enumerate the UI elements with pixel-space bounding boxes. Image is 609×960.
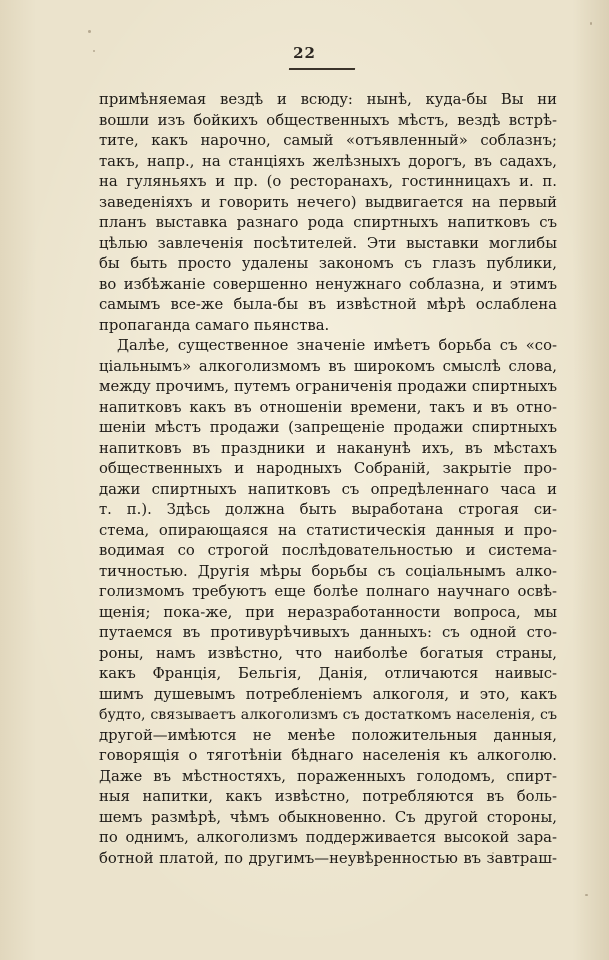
text-line: другой—имѣются не менѣе положительныя данныя, xyxy=(99,726,557,744)
text-line: водимая со строгой послѣдовательностью и система- xyxy=(99,542,557,559)
text-line: такъ, напр., на станціяхъ желѣзныхъ дорогъ, въ садахъ, xyxy=(99,152,557,170)
text-line: самымъ все-же была-бы въ извѣстной мѣрѣ ослаблена xyxy=(99,296,557,313)
text-line: примѣняемая вездѣ и всюду: нынѣ, куда-бы Вы ни xyxy=(99,91,557,108)
text-line: цѣлью завлеченія посѣтителей. Эти выставки моглибы xyxy=(99,234,557,252)
text-line: говорящія о тяготѣніи бѣднаго населенія къ алкоголю. xyxy=(99,747,557,764)
text-line: ныя напитки, какъ извѣстно, потребляются въ боль- xyxy=(99,788,557,805)
page-body-text xyxy=(99,90,557,869)
text-line: между прочимъ, путемъ ограниченія продажи спиртныхъ xyxy=(99,378,557,395)
text-line: Даже въ мѣстностяхъ, пораженныхъ голодомъ, спирт- xyxy=(99,767,557,785)
text-line: ботной платой, по другимъ—неувѣренностью въ завтраш- xyxy=(99,849,557,867)
text-line: роны, намъ извѣстно, что наиболѣе богатыя страны, xyxy=(99,644,557,662)
text-line: стема, опирающаяся на статистическія данныя и про- xyxy=(99,521,557,539)
paper-speck xyxy=(88,30,91,33)
text-line: ціальнымъ» алкоголизмомъ въ широкомъ смыслѣ слова, xyxy=(99,357,557,375)
text-line: тите, какъ нарочно, самый «отъявленный» соблазнъ; xyxy=(99,132,557,149)
paper-speck xyxy=(590,22,592,25)
page-number: 22 xyxy=(293,44,316,62)
text-line: вошли изъ бойкихъ общественныхъ мѣстъ, вездѣ встрѣ- xyxy=(99,111,557,129)
text-line: тичностью. Другія мѣры борьбы съ соціальнымъ алко- xyxy=(99,562,557,580)
text-line: во избѣжаніе совершенно ненужнаго соблазна, и этимъ xyxy=(99,275,557,293)
text-line: т. п.). Здѣсь должна быть выработана строгая си- xyxy=(99,501,557,518)
text-line: голизмомъ требуютъ еще болѣе полнаго научнаго освѣ- xyxy=(99,583,557,600)
text-line: по однимъ, алкоголизмъ поддерживается высокой зара- xyxy=(99,829,557,846)
text-line: дажи спиртныхъ напитковъ съ опредѣленнаго часа и xyxy=(99,480,557,498)
text-line: заведеніяхъ и говорить нечего) выдвигается на первый xyxy=(99,193,557,211)
text-line: напитковъ въ праздники и наканунѣ ихъ, въ мѣстахъ xyxy=(99,439,557,457)
text-line: будто, связываетъ алкоголизмъ съ достаткомъ населенія, съ xyxy=(99,707,557,723)
text-line: планъ выставка разнаго рода спиртныхъ напитковъ съ xyxy=(99,214,557,231)
text-line: шимъ душевымъ потребленіемъ алкоголя, и это, какъ xyxy=(99,685,557,703)
paper-speck xyxy=(585,894,588,896)
text-line: щенія; пока-же, при неразработанности вопроса, мы xyxy=(99,603,557,621)
text-line: путаемся въ противурѣчивыхъ данныхъ: съ одной сто- xyxy=(99,624,557,641)
text-line: шеніи мѣстъ продажи (запрещеніе продажи спиртныхъ xyxy=(99,419,557,436)
text-line: Далѣе, существенное значеніе имѣетъ борьба съ «со- xyxy=(117,337,557,354)
text-line: на гуляньяхъ и пр. (о ресторанахъ, гостинницахъ и. п. xyxy=(99,173,557,190)
text-line: пропаганда самаго пьянства. xyxy=(99,316,330,334)
text-line: бы быть просто удалены закономъ съ глазъ публики, xyxy=(99,255,557,272)
page-number-rule xyxy=(289,68,355,70)
text-line: общественныхъ и народныхъ Собраній, закрытіе про- xyxy=(99,460,557,477)
text-line: напитковъ какъ въ отношеніи времени, такъ и въ отно- xyxy=(99,398,557,416)
text-line: шемъ размѣрѣ, чѣмъ обыкновенно. Съ другой стороны, xyxy=(99,808,557,826)
text-line: какъ Франція, Бельгія, Данія, отличаются наивыс- xyxy=(99,665,557,682)
